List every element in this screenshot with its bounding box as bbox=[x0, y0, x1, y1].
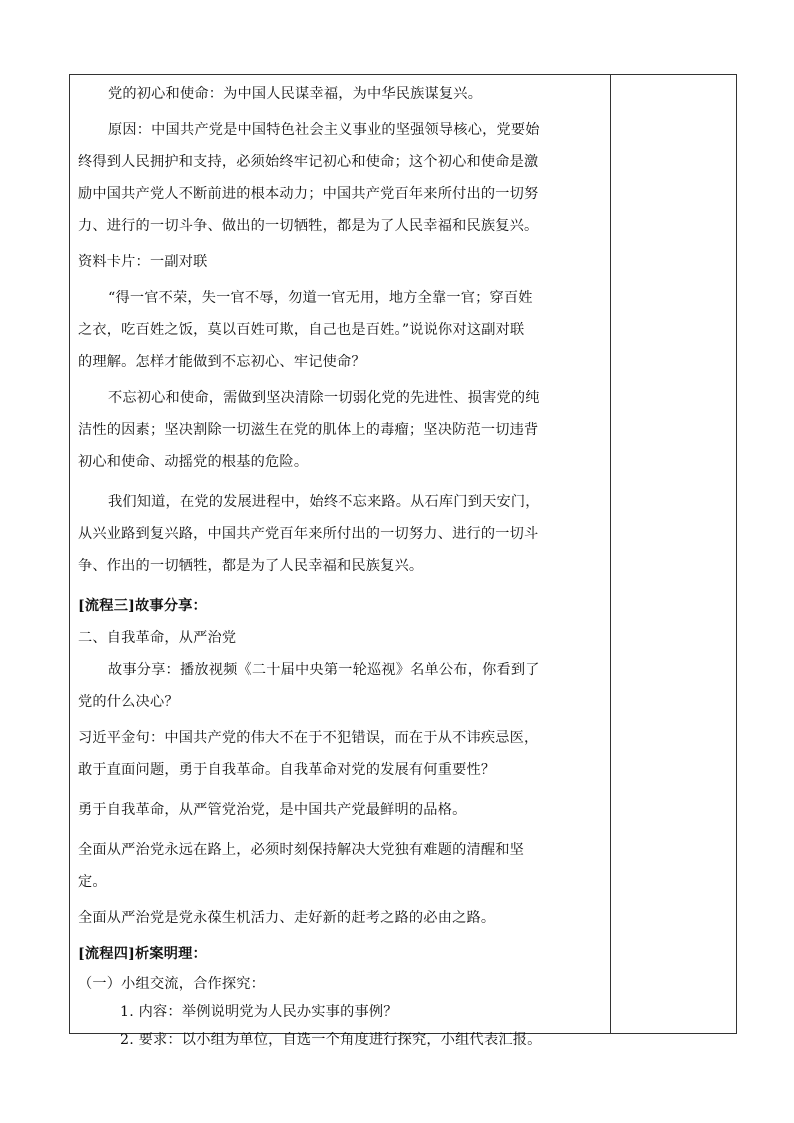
paragraph-history-line-3: 争、作出的一切牺牲，都是为了人民幸福和民族复兴。 bbox=[78, 558, 424, 574]
paragraph-requirements-line-2: 洁性的因素；坚决割除一切滋生在党的肌体上的毒瘤；坚决防范一切违背 bbox=[78, 422, 539, 438]
lesson-table bbox=[69, 74, 737, 1048]
lesson-content-cell bbox=[78, 75, 600, 1054]
paragraph-vitality: 全面从严治党是党永葆生机活力、走好新的赶考之路的必由之路。 bbox=[78, 910, 496, 926]
paragraph-quote-line-2: 敢于直面问题，勇于自我革命。自我革命对党的发展有何重要性？ bbox=[78, 762, 496, 778]
paragraph-quote-line-1: 习近平金句：中国共产党的伟大不在于不犯错误，而在于从不讳疾忌医， bbox=[78, 730, 539, 746]
paragraph-reason-line-2: 终得到人民拥护和支持，必须始终牢记初心和使命；这个初心和使命是激 bbox=[78, 154, 539, 170]
paragraph-mission: 党的初心和使命：为中国人民谋幸福，为中华民族谋复兴。 bbox=[108, 86, 483, 102]
paragraph-strict-governance-line-2: 定。 bbox=[78, 874, 107, 890]
paragraph-requirements-line-1: 不忘初心和使命，需做到坚决清除一切弱化党的先进性、损害党的纯 bbox=[108, 390, 540, 406]
paragraph-history-line-2: 从兴业路到复兴路，中国共产党百年来所付出的一切努力、进行的一切斗 bbox=[78, 526, 539, 542]
couplet-line-3: 的理解。怎样才能做到不忘初心、牢记使命？ bbox=[78, 354, 366, 370]
paragraph-character: 勇于自我革命，从严管党治党，是中国共产党最鲜明的品格。 bbox=[78, 802, 467, 818]
paragraph-reason-line-3: 励中国共产党人不断前进的根本动力；中国共产党百年来所付出的一切努 bbox=[78, 186, 539, 202]
section-heading-process-3: [流程三]故事分享： bbox=[78, 598, 207, 614]
paragraph-requirements-line-3: 初心和使命、动摇党的根基的危险。 bbox=[78, 454, 309, 470]
section-heading-process-4: [流程四]析案明理： bbox=[78, 946, 207, 962]
paragraph-reason-line-1: 原因：中国共产党是中国特色社会主义事业的坚强领导核心，党要始 bbox=[108, 122, 540, 138]
paragraph-strict-governance-line-1: 全面从严治党永远在路上，必须时刻保持解决大党独有难题的清醒和坚 bbox=[78, 842, 525, 858]
column-divider bbox=[610, 75, 611, 1033]
paragraph-story-line-1: 故事分享：播放视频《二十届中央第一轮巡视》名单公布，你看到了 bbox=[108, 662, 540, 678]
subheading-group-discussion: （一）小组交流，合作探究： bbox=[78, 976, 266, 992]
paragraph-history-line-1: 我们知道，在党的发展进程中，始终不忘来路。从石库门到天安门， bbox=[108, 494, 540, 510]
couplet-line-1: “得一官不荣，失一官不辱，勿道一官无用，地方全靠一官；穿百姓 bbox=[108, 290, 533, 306]
paragraph-reason-line-4: 力、进行的一切斗争、做出的一切牺牲，都是为了人民幸福和民族复兴。 bbox=[78, 218, 539, 234]
subheading-self-revolution: 二、自我革命，从严治党 bbox=[78, 630, 237, 646]
couplet-line-2: 之衣，吃百姓之饭，莫以百姓可欺，自己也是百姓。”说说你对这副对联 bbox=[78, 322, 525, 338]
paragraph-story-line-2: 党的什么决心？ bbox=[78, 694, 179, 710]
list-item-requirement: 2. 要求：以小组为单位，自选一个角度进行探究，小组代表汇报。 bbox=[120, 1032, 542, 1048]
list-item-content: 1. 内容：举例说明党为人民办实事的事例？ bbox=[120, 1004, 398, 1020]
material-card-title: 资料卡片：一副对联 bbox=[78, 254, 208, 270]
